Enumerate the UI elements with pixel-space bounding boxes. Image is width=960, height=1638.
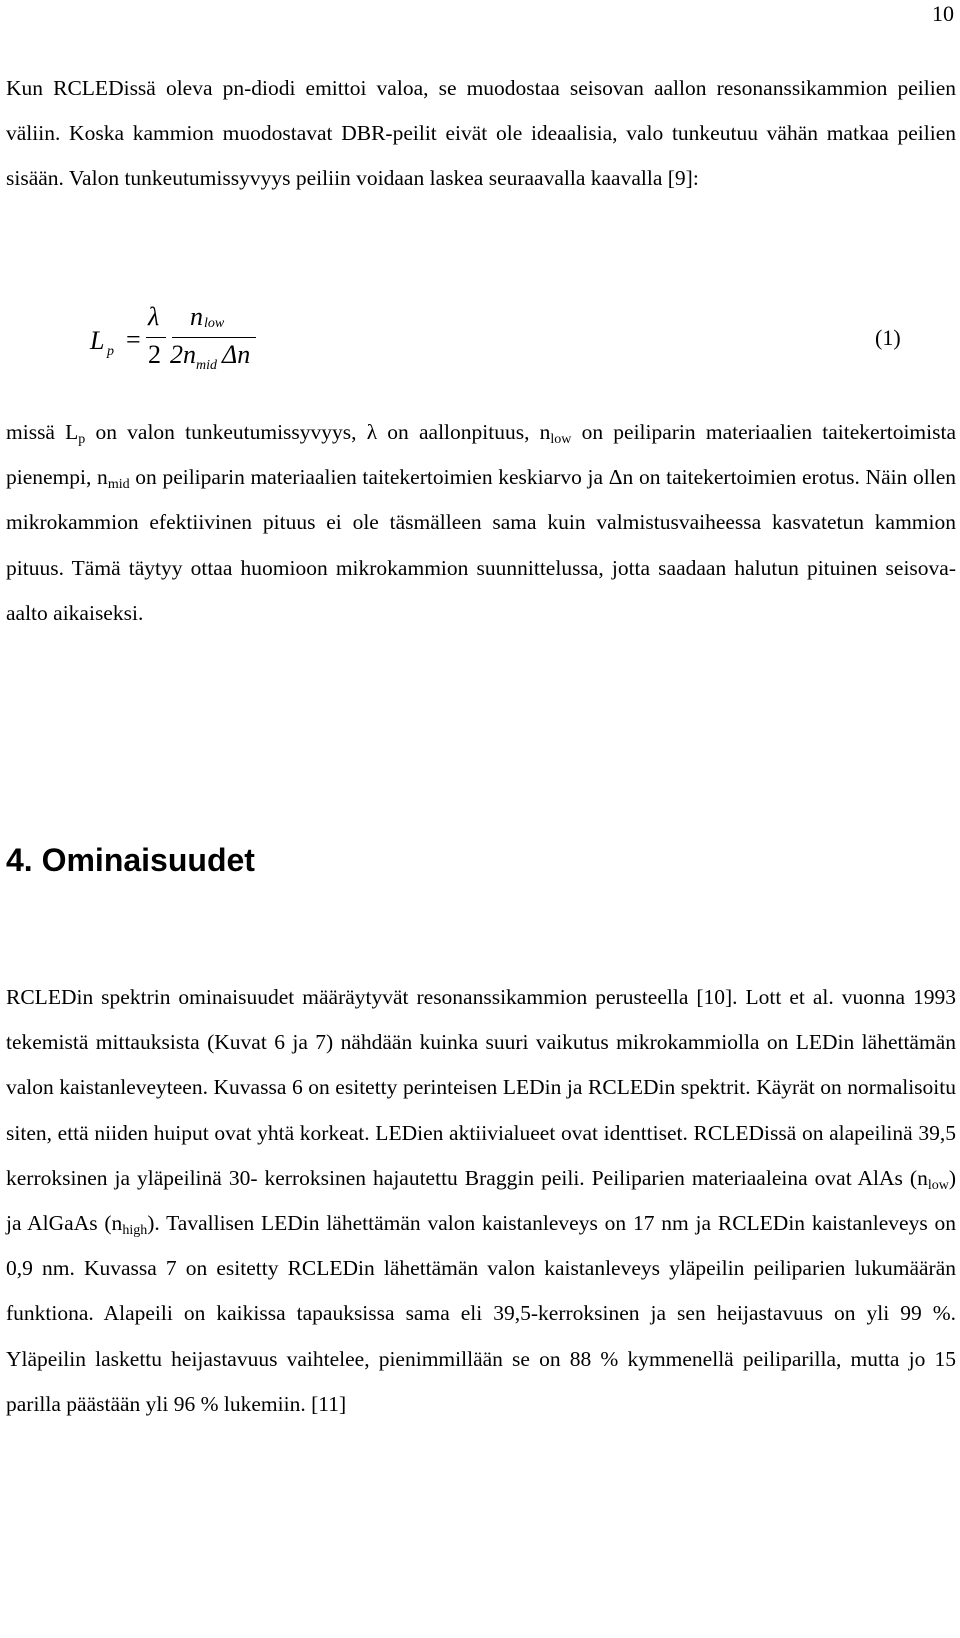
eq-n: n	[190, 302, 203, 331]
paragraph-intro	[6, 66, 956, 202]
text-run: ) ja AlGaAs (n	[6, 1165, 956, 1236]
text-run: RCLEDin spektrin ominaisuudet määräytyvät resonanssikammion perusteella [10]. Lott et al. vuonna 1993 tekemistä mittauksista (Kuvat 6 ja 7) nähdään kuinka suuri vaikutus mikrokammiolla on LEDin lähettämän valon kaistanleveyteen. Kuvassa 6 on esitetty perinteisen LEDin ja RCLEDin spektrit. Käyrät on normalisoitu siten, että niiden huiput ovat yhtä korkeat. LEDien aktiivialueet ovat identtiset. RCLEDissä on alapeilinä 39,5 kerroksinen ja yläpeilinä 30- kerroksinen hajautettu Braggin peili. Peiliparien materiaaleina ovat AlAs (n	[6, 985, 956, 1190]
eq-lambda: λ	[148, 302, 160, 331]
subscript: high	[122, 1223, 148, 1239]
eq-L: L	[90, 326, 105, 355]
subscript: low	[550, 432, 572, 447]
text-line: resonanssikammion peilien väliin. Koska kammion muodostavat DBR-peilit eivät ole	[6, 76, 956, 146]
eq-2n: 2n	[170, 340, 196, 369]
text-run: on peiliparin materiaalien taitekertoimien keskiarvo ja Δn on taitekertoimien erotus. Näin ollen mikrokammion efektiivinen pituus ei ole täsmälleen sama kuin valmistusvaiheessa kasvatetun kammion pituus. Tämä täytyy ottaa huomioon mikrokammion suunnittelussa, jotta saadaan halutun pituinen seisova-aalto aikaiseksi.	[6, 465, 956, 625]
eq-sub-low: low	[204, 316, 225, 331]
subscript: low	[927, 1177, 949, 1193]
eq-two: 2	[148, 340, 161, 369]
eq-fraction-bar	[172, 337, 256, 338]
paragraph-properties	[6, 975, 956, 1427]
eq-equals: =	[126, 325, 141, 354]
text-run: ). Tavallisen LEDin lähettämän valon kaistanleveys on 17 nm ja RCLEDin kaistanleveys on 0,9 nm. Kuvassa 7 on esitetty RCLEDin lähettämän valon kaistanleveys yläpeilin peiliparien lukumäärän funktiona. Alapeili on kaikissa tapauksissa sama eli 39,5-kerroksinen ja sen heijastavuus on yli 99 %. Yläpeilin laskettu heijastavuus vaihtelee, pienimmillään se on 88 % kymmenellä peiliparilla, mutta jo 15 parilla päästään yli 96 % lukemiin. [11]	[6, 1211, 956, 1416]
eq-fraction-bar	[146, 337, 166, 338]
text-line: peiliin voidaan laskea seuraavalla kaavalla [9]:	[295, 166, 699, 191]
equation	[90, 300, 340, 390]
subscript: p	[78, 432, 86, 447]
eq-delta-n: Δn	[222, 340, 251, 369]
section-heading: 4. Ominaisuudet	[6, 842, 255, 878]
subscript: mid	[107, 477, 130, 493]
text-line: ideaalisia, valo tunkeutuu vähän matkaa peilien sisään. Valon tunkeutumissyvyys	[6, 121, 956, 191]
text-line: Kun RCLEDissä oleva pn-diodi emittoi valoa, se muodostaa seisovan aallon	[6, 76, 717, 100]
eq-sub-p: p	[107, 344, 114, 359]
page-number: 10	[932, 1, 954, 26]
eq-sub-mid: mid	[196, 358, 217, 373]
equation-number: (1)	[875, 325, 901, 350]
text-run: on peiliparin materiaalien taitekertoimista pienempi, n	[6, 420, 956, 490]
paragraph-explanation	[6, 410, 956, 636]
text-run: on valon tunkeutumissyvyys, λ on aallonpituus, n	[85, 420, 551, 444]
text-run: missä L	[6, 420, 79, 444]
